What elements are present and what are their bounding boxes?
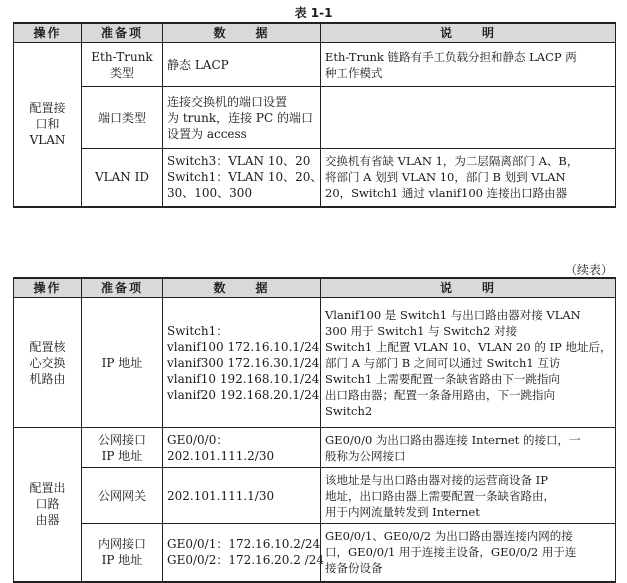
text-line: 静态 LACP xyxy=(167,57,229,72)
data-cell xyxy=(163,43,321,87)
description-cell xyxy=(321,149,616,207)
text-line: Switch3：VLAN 10、20 xyxy=(167,154,311,169)
text-line: 将部门 A 划到 VLAN 10，部门 B 划到 VLAN xyxy=(325,170,566,185)
table-row xyxy=(14,87,616,149)
text-line: 配置出 xyxy=(29,481,66,496)
text-line: vlanif100 172.16.10.1/24 xyxy=(167,339,320,354)
text-line: 配置接 xyxy=(29,101,66,116)
text-line: vlanif20 192.168.20.1/24 xyxy=(167,387,320,402)
text-line: 由器 xyxy=(35,513,60,528)
header-item: 准备项 xyxy=(82,23,163,43)
text-line: 出口路由器；配置一条备用路由，下一跳指向 xyxy=(325,387,555,402)
data-cell xyxy=(163,524,324,582)
text-line: 部门 A 与部门 B 之间可以通过 Switch1 互访 xyxy=(325,355,561,370)
table-row xyxy=(14,149,616,207)
text-line: GE0/0/1、GE0/0/2 为出口路由器连接内网的接 xyxy=(325,529,573,544)
text-line: IP 地址 xyxy=(101,553,143,568)
text-line: Eth-Trunk 链路有手工负载分担和静态 LACP 两 xyxy=(325,49,577,64)
text-line: IP 地址 xyxy=(101,355,143,370)
text-line: 20，Switch1 通过 vlanif100 连接出口路由器 xyxy=(325,186,568,201)
text-line: VLAN xyxy=(29,133,66,148)
item-cell xyxy=(82,149,163,207)
text-line: GE0/0/1：172.16.10.2/24 xyxy=(167,537,321,552)
text-line: 为 trunk，连接 PC 的端口 xyxy=(167,110,313,125)
operation-cell xyxy=(14,43,82,207)
text-line: Vlanif100 是 Switch1 与出口路由器对接 VLAN xyxy=(325,307,581,322)
text-line: 口路 xyxy=(35,497,60,512)
text-line: Eth-Trunk xyxy=(91,49,153,64)
table-header-row xyxy=(14,278,616,298)
header-operation: 操作 xyxy=(14,278,82,298)
text-line: 设置为 access xyxy=(167,126,247,141)
table-row xyxy=(14,43,616,87)
text-line: 般称为公网接口 xyxy=(325,448,406,463)
table-1-1 xyxy=(13,22,616,208)
header-description: 说 明 xyxy=(321,278,616,298)
text-line: 配置核 xyxy=(29,339,66,354)
text-line: 202.101.111.2/30 xyxy=(167,448,275,463)
text-line: vlanif300 172.16.30.1/24 xyxy=(167,355,320,370)
item-cell xyxy=(82,87,163,149)
text-line: vlanif10 192.168.10.1/24 xyxy=(167,371,320,386)
text-line: 该地址是与出口路由器对接的运营商设备 IP xyxy=(325,472,548,487)
description-cell xyxy=(321,468,616,524)
text-line: 心交换 xyxy=(29,355,66,370)
text-line: IP 地址 xyxy=(101,448,143,463)
text-line: Switch2 xyxy=(325,403,373,418)
text-line: GE0/0/2：172.16.20.2 /24 xyxy=(167,553,324,568)
text-line: 202.101.111.1/30 xyxy=(167,488,275,503)
table-1-1-continued xyxy=(13,277,616,583)
text-line: 用于内网流量转发到 Internet xyxy=(325,504,480,519)
description-cell xyxy=(321,43,616,87)
text-line: 种工作模式 xyxy=(325,65,383,80)
table-header-row xyxy=(14,23,616,43)
text-line: 300 用于 Switch1 与 Switch2 对接 xyxy=(325,323,518,338)
text-line: 30、100、300 xyxy=(167,186,253,201)
text-line: Switch1： xyxy=(167,323,229,338)
text-line: GE0/0/0 为出口路由器连接 Internet 的接口，一 xyxy=(325,432,581,447)
text-line: 口和 xyxy=(35,117,60,132)
item-cell xyxy=(82,43,163,87)
description-cell xyxy=(321,524,616,582)
data-cell xyxy=(163,87,321,149)
operation-cell xyxy=(14,298,82,428)
header-data: 数 据 xyxy=(163,278,321,298)
text-line: Switch1 上配置 VLAN 10、VLAN 20 的 IP 地址后， xyxy=(325,339,612,354)
header-operation: 操作 xyxy=(14,23,82,43)
text-line: 机路由 xyxy=(29,371,66,386)
text-line: 连接交换机的端口设置 xyxy=(167,94,288,109)
operation-cell xyxy=(14,428,82,582)
text-line: 公网网关 xyxy=(97,488,146,503)
text-line: 类型 xyxy=(109,65,134,80)
data-cell xyxy=(163,298,321,428)
data-cell xyxy=(163,149,321,207)
text-line: VLAN ID xyxy=(95,170,149,185)
header-description: 说 明 xyxy=(321,23,616,43)
header-data: 数 据 xyxy=(163,23,321,43)
item-cell xyxy=(82,298,163,428)
description-cell xyxy=(321,298,616,428)
text-line: 交换机有省缺 VLAN 1，为二层隔离部门 A、B， xyxy=(325,154,579,169)
text-line: GE0/0/0： xyxy=(167,432,229,447)
table-title: 表 1-1 xyxy=(294,6,333,20)
text-line: 接备份设备 xyxy=(325,561,383,576)
text-line: Switch1：VLAN 10、20、 xyxy=(167,170,323,185)
text-line: 端口类型 xyxy=(97,110,146,125)
text-line: 公网接口 xyxy=(97,432,146,447)
text-line: 内网接口 xyxy=(97,537,146,552)
header-item: 准备项 xyxy=(82,278,163,298)
data-cell xyxy=(163,428,321,468)
data-cell xyxy=(163,468,321,524)
description-cell xyxy=(321,87,616,149)
table-row xyxy=(14,524,616,582)
continued-label: （续表） xyxy=(564,263,613,277)
item-cell xyxy=(82,524,163,582)
item-cell xyxy=(82,428,163,468)
text-line: 地址，出口路由器上需要配置一条缺省路由， xyxy=(325,488,555,503)
table-row xyxy=(14,298,616,428)
table-row xyxy=(14,428,616,468)
text-line: Switch1 上需要配置一条缺省路由下一跳指向 xyxy=(325,371,560,386)
item-cell xyxy=(82,468,163,524)
table-row xyxy=(14,468,616,524)
description-cell xyxy=(321,428,616,468)
text-line: 口，GE0/0/1 用于连接主设备，GE0/0/2 用于连 xyxy=(325,545,577,560)
